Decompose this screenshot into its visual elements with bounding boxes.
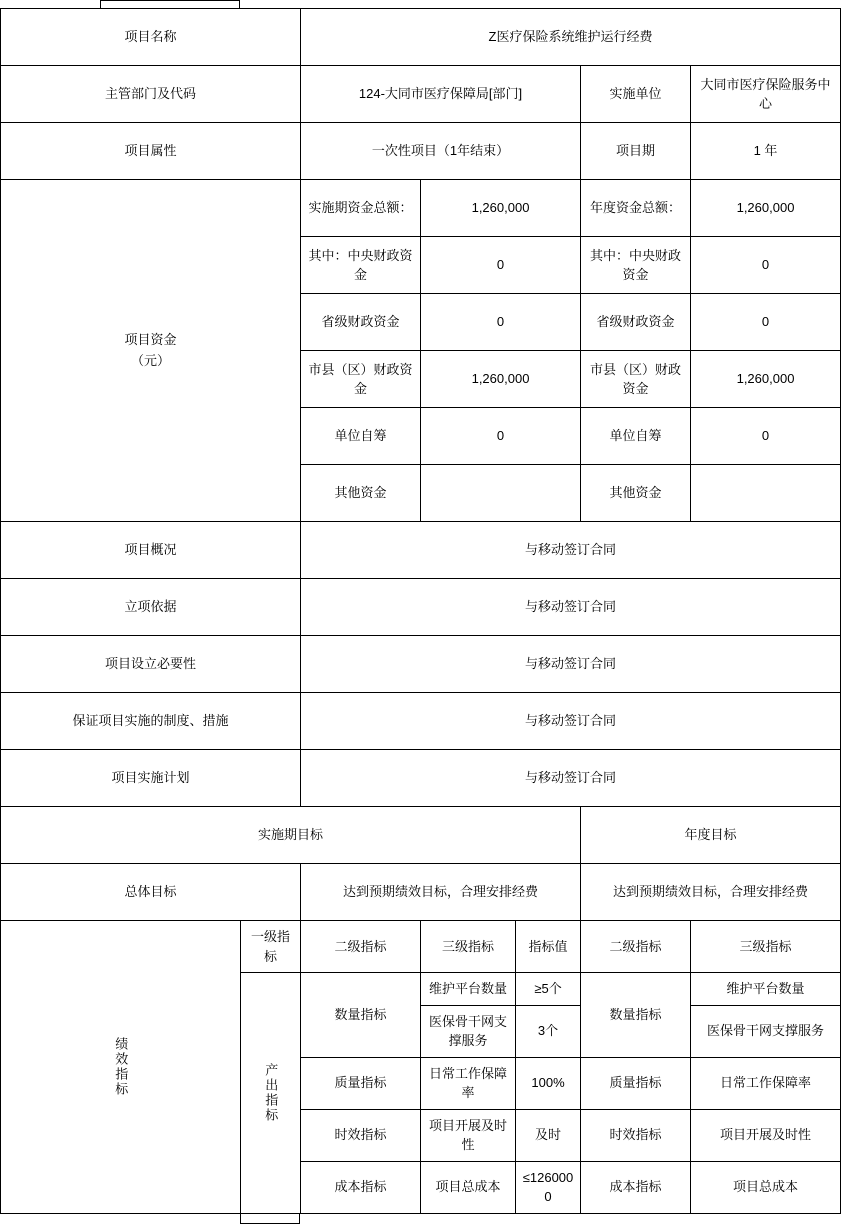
table-row-overall-target xyxy=(1,864,841,921)
performance-header-level3: 三级指标 xyxy=(421,921,516,973)
table-row-funds-1 xyxy=(1,180,841,237)
funds-right-value: 0 xyxy=(691,408,841,465)
performance-annual-level3: 项目总成本 xyxy=(691,1161,841,1213)
table-row-attribute xyxy=(1,123,841,180)
funds-left-value: 0 xyxy=(421,294,581,351)
performance-value: ≤1260000 xyxy=(516,1161,581,1213)
table-row-overview xyxy=(1,522,841,579)
table-row-project-name xyxy=(1,9,841,66)
funds-left-value: 1,260,000 xyxy=(421,180,581,237)
performance-header-annual-level2: 二级指标 xyxy=(581,921,691,973)
table-row-department xyxy=(1,66,841,123)
funds-right-label: 其中：中央财政资金 xyxy=(581,237,691,294)
system-label: 保证项目实施的制度、措施 xyxy=(1,693,301,750)
basis-value: 与移动签订合同 xyxy=(301,579,841,636)
performance-level3: 医保骨干网支撑服务 xyxy=(421,1005,516,1057)
performance-header-value: 指标值 xyxy=(516,921,581,973)
performance-annual-level3: 医保骨干网支撑服务 xyxy=(691,1005,841,1057)
funds-left-value: 0 xyxy=(421,237,581,294)
performance-annual-level2: 质量指标 xyxy=(581,1057,691,1109)
funds-right-value: 0 xyxy=(691,237,841,294)
funds-left-label: 其中：中央财政资金 xyxy=(301,237,421,294)
performance-level1-label: 产出指标 xyxy=(241,973,301,1214)
necessity-label: 项目设立必要性 xyxy=(1,636,301,693)
performance-level2: 成本指标 xyxy=(301,1161,421,1213)
performance-annual-level3: 维护平台数量 xyxy=(691,973,841,1006)
performance-level2: 时效指标 xyxy=(301,1109,421,1161)
table-row-plan xyxy=(1,750,841,807)
funds-left-value xyxy=(421,465,581,522)
performance-annual-level2: 数量指标 xyxy=(581,973,691,1058)
project-name-value: Z医疗保险系统维护运行经费 xyxy=(301,9,841,66)
funds-right-label: 单位自筹 xyxy=(581,408,691,465)
performance-side-label: 绩效指标 xyxy=(1,921,241,1214)
department-value: 124-大同市医疗保障局[部门] xyxy=(301,66,581,123)
table-row-basis xyxy=(1,579,841,636)
performance-value: 3个 xyxy=(516,1005,581,1057)
table-row-performance-headers xyxy=(1,921,841,973)
period-value: 1 年 xyxy=(691,123,841,180)
performance-level3: 维护平台数量 xyxy=(421,973,516,1006)
funds-right-value: 1,260,000 xyxy=(691,180,841,237)
basis-label: 立项依据 xyxy=(1,579,301,636)
performance-target-form xyxy=(0,8,841,1214)
funds-left-label: 省级财政资金 xyxy=(301,294,421,351)
period-target-header: 实施期目标 xyxy=(1,807,581,864)
funds-left-value: 0 xyxy=(421,408,581,465)
performance-annual-level2: 时效指标 xyxy=(581,1109,691,1161)
funds-right-label: 市县（区）财政资金 xyxy=(581,351,691,408)
system-value: 与移动签订合同 xyxy=(301,693,841,750)
plan-label: 项目实施计划 xyxy=(1,750,301,807)
funds-label xyxy=(1,180,301,522)
annual-target-header: 年度目标 xyxy=(581,807,841,864)
department-label: 主管部门及代码 xyxy=(1,66,301,123)
funds-left-label: 单位自筹 xyxy=(301,408,421,465)
overall-target-annual-value: 达到预期绩效目标，合理安排经费 xyxy=(581,864,841,921)
performance-header-level1: 一级指标 xyxy=(241,921,301,973)
performance-annual-level3: 日常工作保障率 xyxy=(691,1057,841,1109)
table-row-system xyxy=(1,693,841,750)
performance-header-annual-level3: 三级指标 xyxy=(691,921,841,973)
funds-left-label: 其他资金 xyxy=(301,465,421,522)
funds-right-value: 1,260,000 xyxy=(691,351,841,408)
table-row-target-headers xyxy=(1,807,841,864)
top-stub-segment xyxy=(100,0,240,8)
unit-label: 实施单位 xyxy=(581,66,691,123)
performance-value: ≥5个 xyxy=(516,973,581,1006)
performance-annual-level2: 成本指标 xyxy=(581,1161,691,1213)
overall-target-period-value: 达到预期绩效目标，合理安排经费 xyxy=(301,864,581,921)
performance-header-level2: 二级指标 xyxy=(301,921,421,973)
performance-level2: 质量指标 xyxy=(301,1057,421,1109)
funds-right-label: 年度资金总额： xyxy=(581,180,691,237)
funds-label-unit: （元） xyxy=(131,352,171,368)
performance-value: 及时 xyxy=(516,1109,581,1161)
performance-value: 100% xyxy=(516,1057,581,1109)
funds-right-label: 省级财政资金 xyxy=(581,294,691,351)
funds-right-label: 其他资金 xyxy=(581,465,691,522)
funds-left-value: 1,260,000 xyxy=(421,351,581,408)
necessity-value: 与移动签订合同 xyxy=(301,636,841,693)
project-name-label: 项目名称 xyxy=(1,9,301,66)
overview-value: 与移动签订合同 xyxy=(301,522,841,579)
table-bottom-stub xyxy=(0,1214,840,1224)
unit-value: 大同市医疗保险服务中心 xyxy=(691,66,841,123)
performance-level3: 项目开展及时性 xyxy=(421,1109,516,1161)
attribute-value: 一次性项目（1年结束） xyxy=(301,123,581,180)
plan-value: 与移动签订合同 xyxy=(301,750,841,807)
funds-left-label: 市县（区）财政资金 xyxy=(301,351,421,408)
funds-right-value: 0 xyxy=(691,294,841,351)
attribute-label: 项目属性 xyxy=(1,123,301,180)
performance-level2: 数量指标 xyxy=(301,973,421,1058)
period-label: 项目期 xyxy=(581,123,691,180)
funds-right-value xyxy=(691,465,841,522)
table-row-necessity xyxy=(1,636,841,693)
performance-annual-level3: 项目开展及时性 xyxy=(691,1109,841,1161)
performance-level3: 项目总成本 xyxy=(421,1161,516,1213)
funds-left-label: 实施期资金总额： xyxy=(301,180,421,237)
overall-target-label: 总体目标 xyxy=(1,864,301,921)
overview-label: 项目概况 xyxy=(1,522,301,579)
performance-level3: 日常工作保障率 xyxy=(421,1057,516,1109)
table-top-stub xyxy=(0,0,840,8)
bottom-stub-segment xyxy=(240,1214,300,1224)
funds-label-text: 项目资金 xyxy=(124,332,177,348)
